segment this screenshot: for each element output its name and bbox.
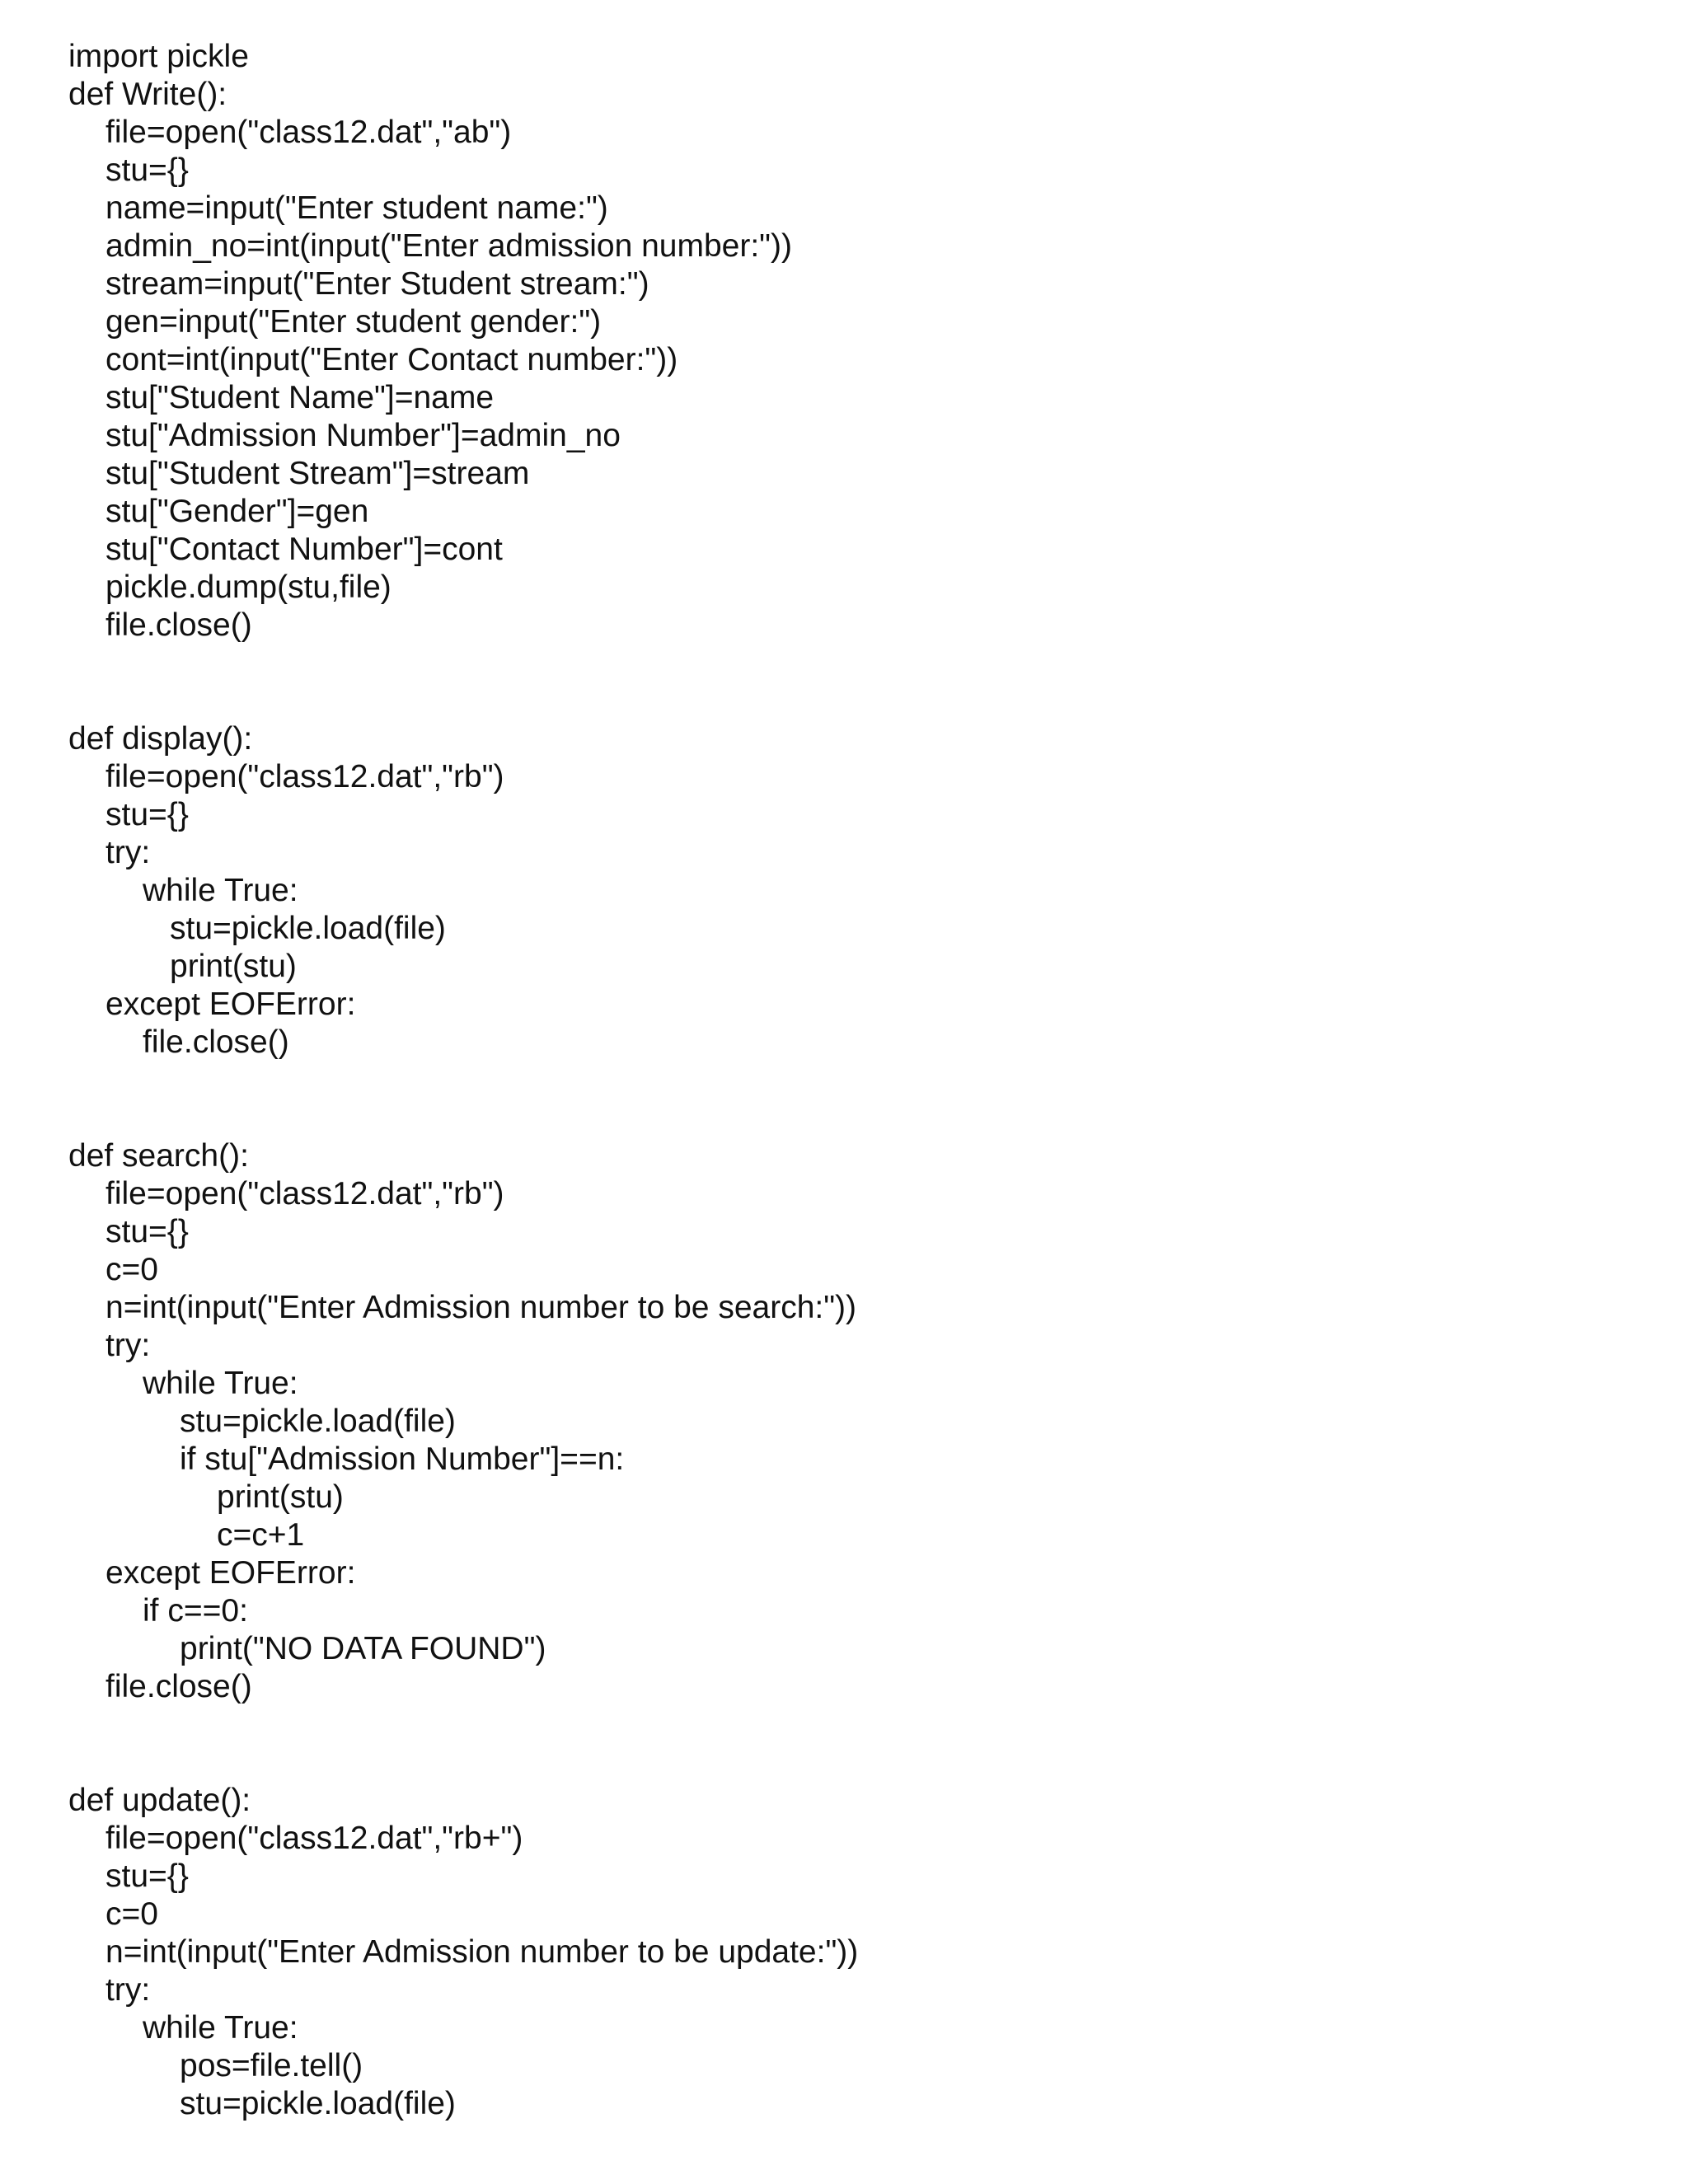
code-line: stu["Student Name"]=name: [106, 380, 495, 415]
code-line: stu={}: [106, 152, 189, 188]
code-line: n=int(input("Enter Admission number to be update:")): [106, 1934, 859, 1970]
code-line: file=open("class12.dat","rb+"): [106, 1821, 523, 1856]
code-line: c=0: [106, 1896, 158, 1932]
code-line: stu=pickle.load(file): [170, 911, 446, 946]
code-line: stu={}: [106, 1858, 189, 1894]
code-line: stu={}: [106, 1214, 189, 1249]
code-line: gen=input("Enter student gender:"): [106, 304, 602, 340]
code-line: stu=pickle.load(file): [180, 1404, 456, 1439]
code-line: stu["Admission Number"]=admin_no: [106, 418, 621, 453]
code-line: print("NO DATA FOUND"): [180, 1631, 546, 1666]
code-line: file.close(): [143, 1024, 289, 1060]
code-line: def display():: [68, 721, 253, 757]
code-line: while True:: [143, 1366, 298, 1401]
code-line: file=open("class12.dat","ab"): [106, 115, 512, 150]
code-line: admin_no=int(input("Enter admission number:")): [106, 228, 792, 264]
code-line: except EOFError:: [106, 1555, 356, 1591]
code-line: stu["Student Stream"]=stream: [106, 456, 530, 491]
blank-gap: [68, 1706, 1634, 1782]
blank-gap: [68, 1062, 1634, 1137]
code-line: c=0: [106, 1252, 158, 1287]
code-line: file.close(): [106, 607, 252, 643]
code-line: while True:: [143, 2010, 298, 2046]
code-line: stu={}: [106, 797, 189, 832]
code-line: file.close(): [106, 1669, 252, 1704]
code-line: while True:: [143, 873, 298, 908]
code-line: pickle.dump(stu,file): [106, 569, 392, 605]
code-line: try:: [106, 835, 151, 870]
code-line: try:: [106, 1328, 151, 1363]
code-line: stream=input("Enter Student stream:"): [106, 266, 649, 302]
code-line: except EOFError:: [106, 987, 356, 1022]
blank-gap: [68, 644, 1634, 720]
code-line: stu=pickle.load(file): [180, 2086, 456, 2121]
code-line: file=open("class12.dat","rb"): [106, 1176, 504, 1212]
code-line: def search():: [68, 1138, 249, 1174]
code-line: stu["Gender"]=gen: [106, 494, 369, 529]
code-line: n=int(input("Enter Admission number to be search:")): [106, 1290, 857, 1325]
code-line: print(stu): [170, 949, 297, 984]
code-line: if c==0:: [143, 1593, 248, 1629]
code-line: def update():: [68, 1783, 251, 1818]
code-line: pos=file.tell(): [180, 2048, 363, 2083]
code-line: if stu["Admission Number"]==n:: [180, 1441, 625, 1477]
code-line: def Write():: [68, 77, 227, 112]
code-line: try:: [106, 1972, 151, 2008]
code-line: stu["Contact Number"]=cont: [106, 532, 503, 567]
code-line: c=c+1: [217, 1517, 305, 1553]
code-line: print(stu): [217, 1479, 344, 1515]
code-line: cont=int(input("Enter Contact number:")): [106, 342, 678, 377]
code-line: file=open("class12.dat","rb"): [106, 759, 504, 794]
code-line: name=input("Enter student name:"): [106, 190, 608, 226]
code-listing: [68, 38, 1634, 2123]
code-line: import pickle: [68, 39, 249, 74]
